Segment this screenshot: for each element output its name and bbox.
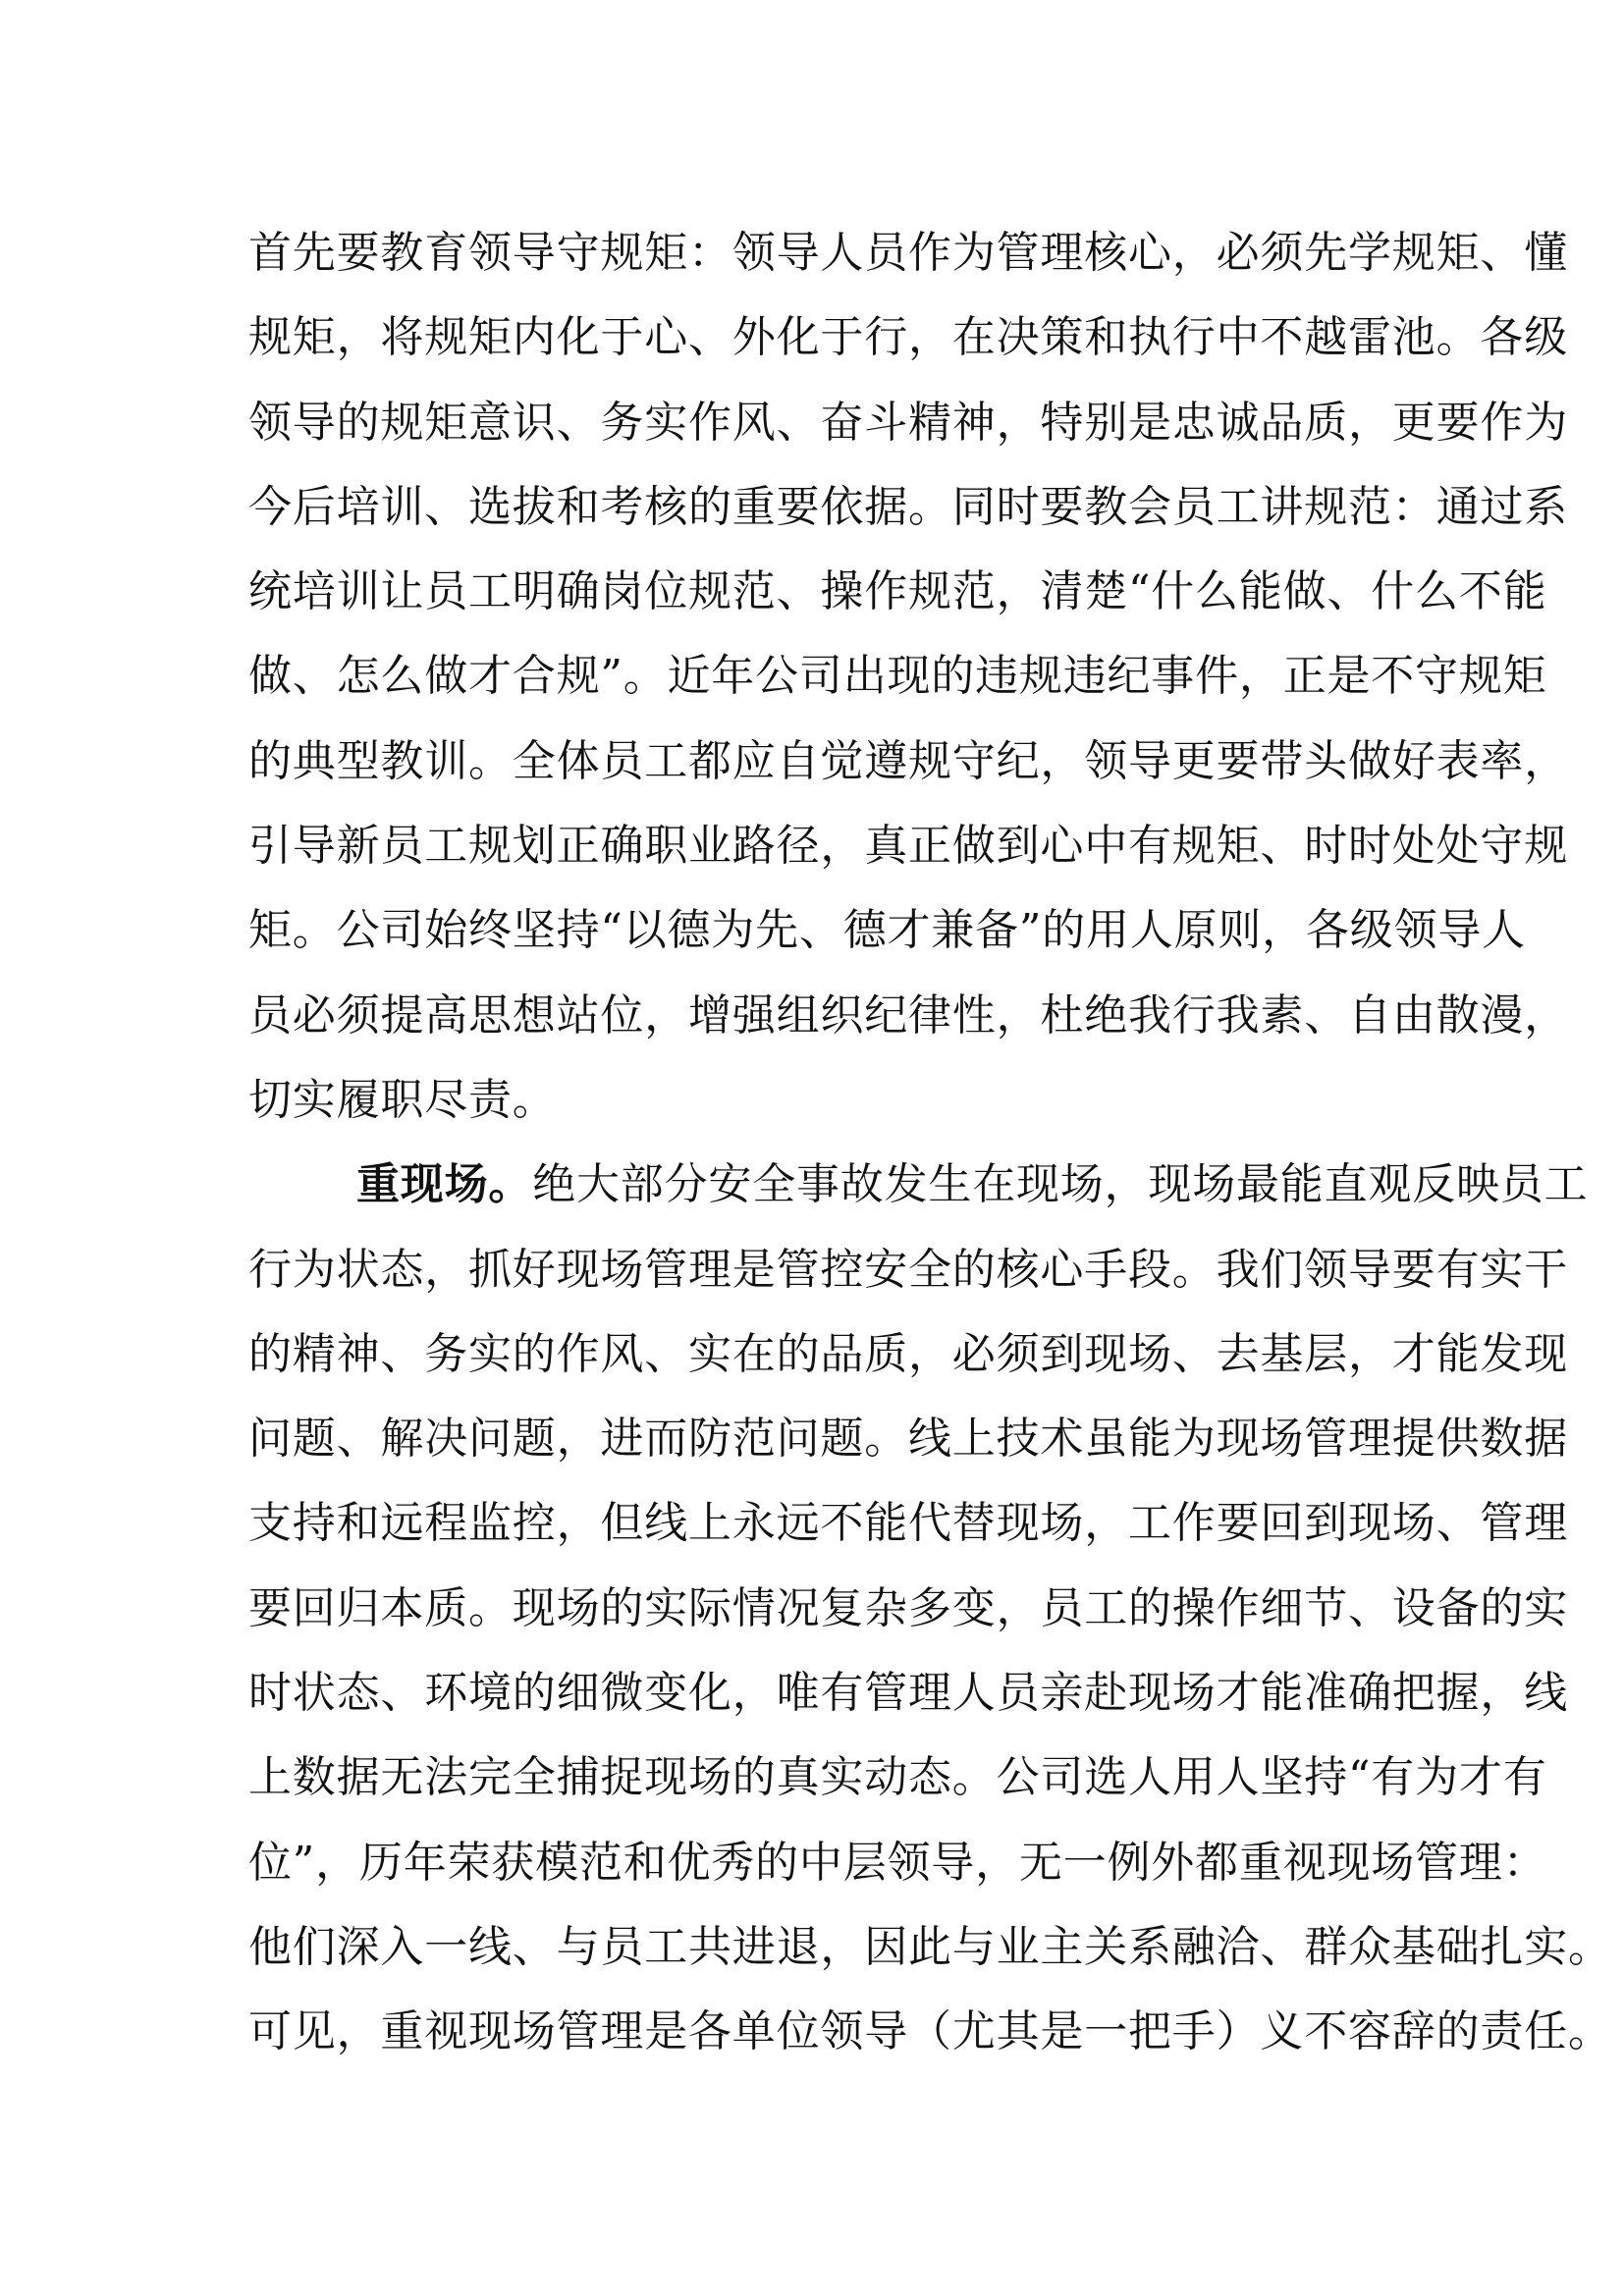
- text-line: 行为状态，抓好现场管理是管控安全的核心手段。我们领导要有实干: [248, 1244, 1568, 1295]
- text-line: 的典型教训。全体员工都应自觉遵规守纪，领导更要带头做好表率，: [248, 735, 1568, 786]
- text-line-first: [248, 1143, 1589, 1227]
- paragraph-rules: [248, 211, 1568, 1143]
- text-line: 今后培训、选拔和考核的重要依据。同时要教会员工讲规范：通过系: [248, 481, 1568, 532]
- text-line: 统培训让员工明确岗位规范、操作规范，清楚“什么能做、什么不能: [248, 566, 1547, 617]
- text-line: 做、怎么做才合规”。近年公司出现的违规违纪事件，正是不守规矩: [248, 651, 1547, 702]
- text-line: 他们深入一线、与员工共进退，因此与业主关系融洽、群众基础扎实。: [248, 1921, 1612, 1972]
- text-line: 矩。公司始终坚持“以德为先、德才兼备”的用人原则，各级领导人: [248, 905, 1526, 956]
- text-line: 领导的规矩意识、务实作风、奋斗精神，特别是忠诚品质，更要作为: [248, 397, 1568, 448]
- text-line: 引导新员工规划正确职业路径，真正做到心中有规矩、时时处处守规: [248, 821, 1568, 872]
- text-line: 上数据无法完全捕捉现场的真实动态。公司选人用人坚持“有为才有: [248, 1752, 1547, 1803]
- text-line-rest: 绝大部分安全事故发生在现场，现场最能直观反映员工: [532, 1159, 1589, 1210]
- text-line: 支持和远程监控，但线上永远不能代替现场，工作要回到现场、管理: [248, 1498, 1568, 1549]
- text-line: 切实履职尽责。: [248, 1074, 557, 1125]
- section-heading-inline: 重现场。: [356, 1159, 533, 1210]
- text-line: 可见，重视现场管理是各单位领导（尤其是一把手）义不容辞的责任。: [248, 2006, 1612, 2057]
- text-line: 要回归本质。现场的实际情况复杂多变，员工的操作细节、设备的实: [248, 1582, 1568, 1633]
- paragraph-on-site: [248, 1143, 1612, 2074]
- text-line: 位”，历年荣获模范和优秀的中层领导，无一例外都重视现场管理：: [248, 1837, 1547, 1888]
- text-line: 员必须提高思想站位，增强组织纪律性，杜绝我行我素、自由散漫，: [248, 989, 1568, 1041]
- text-line: 首先要教育领导守规矩：领导人员作为管理核心，必须先学规矩、懂: [248, 228, 1568, 278]
- text-line: 时状态、环境的细微变化，唯有管理人员亲赴现场才能准确把握，线: [248, 1668, 1568, 1719]
- document-body: [248, 211, 1612, 2075]
- text-line: 的精神、务实的作风、实在的品质，必须到现场、去基层，才能发现: [248, 1328, 1568, 1379]
- text-line: 问题、解决问题，进而防范问题。线上技术虽能为现场管理提供数据: [248, 1414, 1568, 1465]
- text-line: 规矩，将规矩内化于心、外化于行，在决策和执行中不越雷池。各级: [248, 312, 1568, 363]
